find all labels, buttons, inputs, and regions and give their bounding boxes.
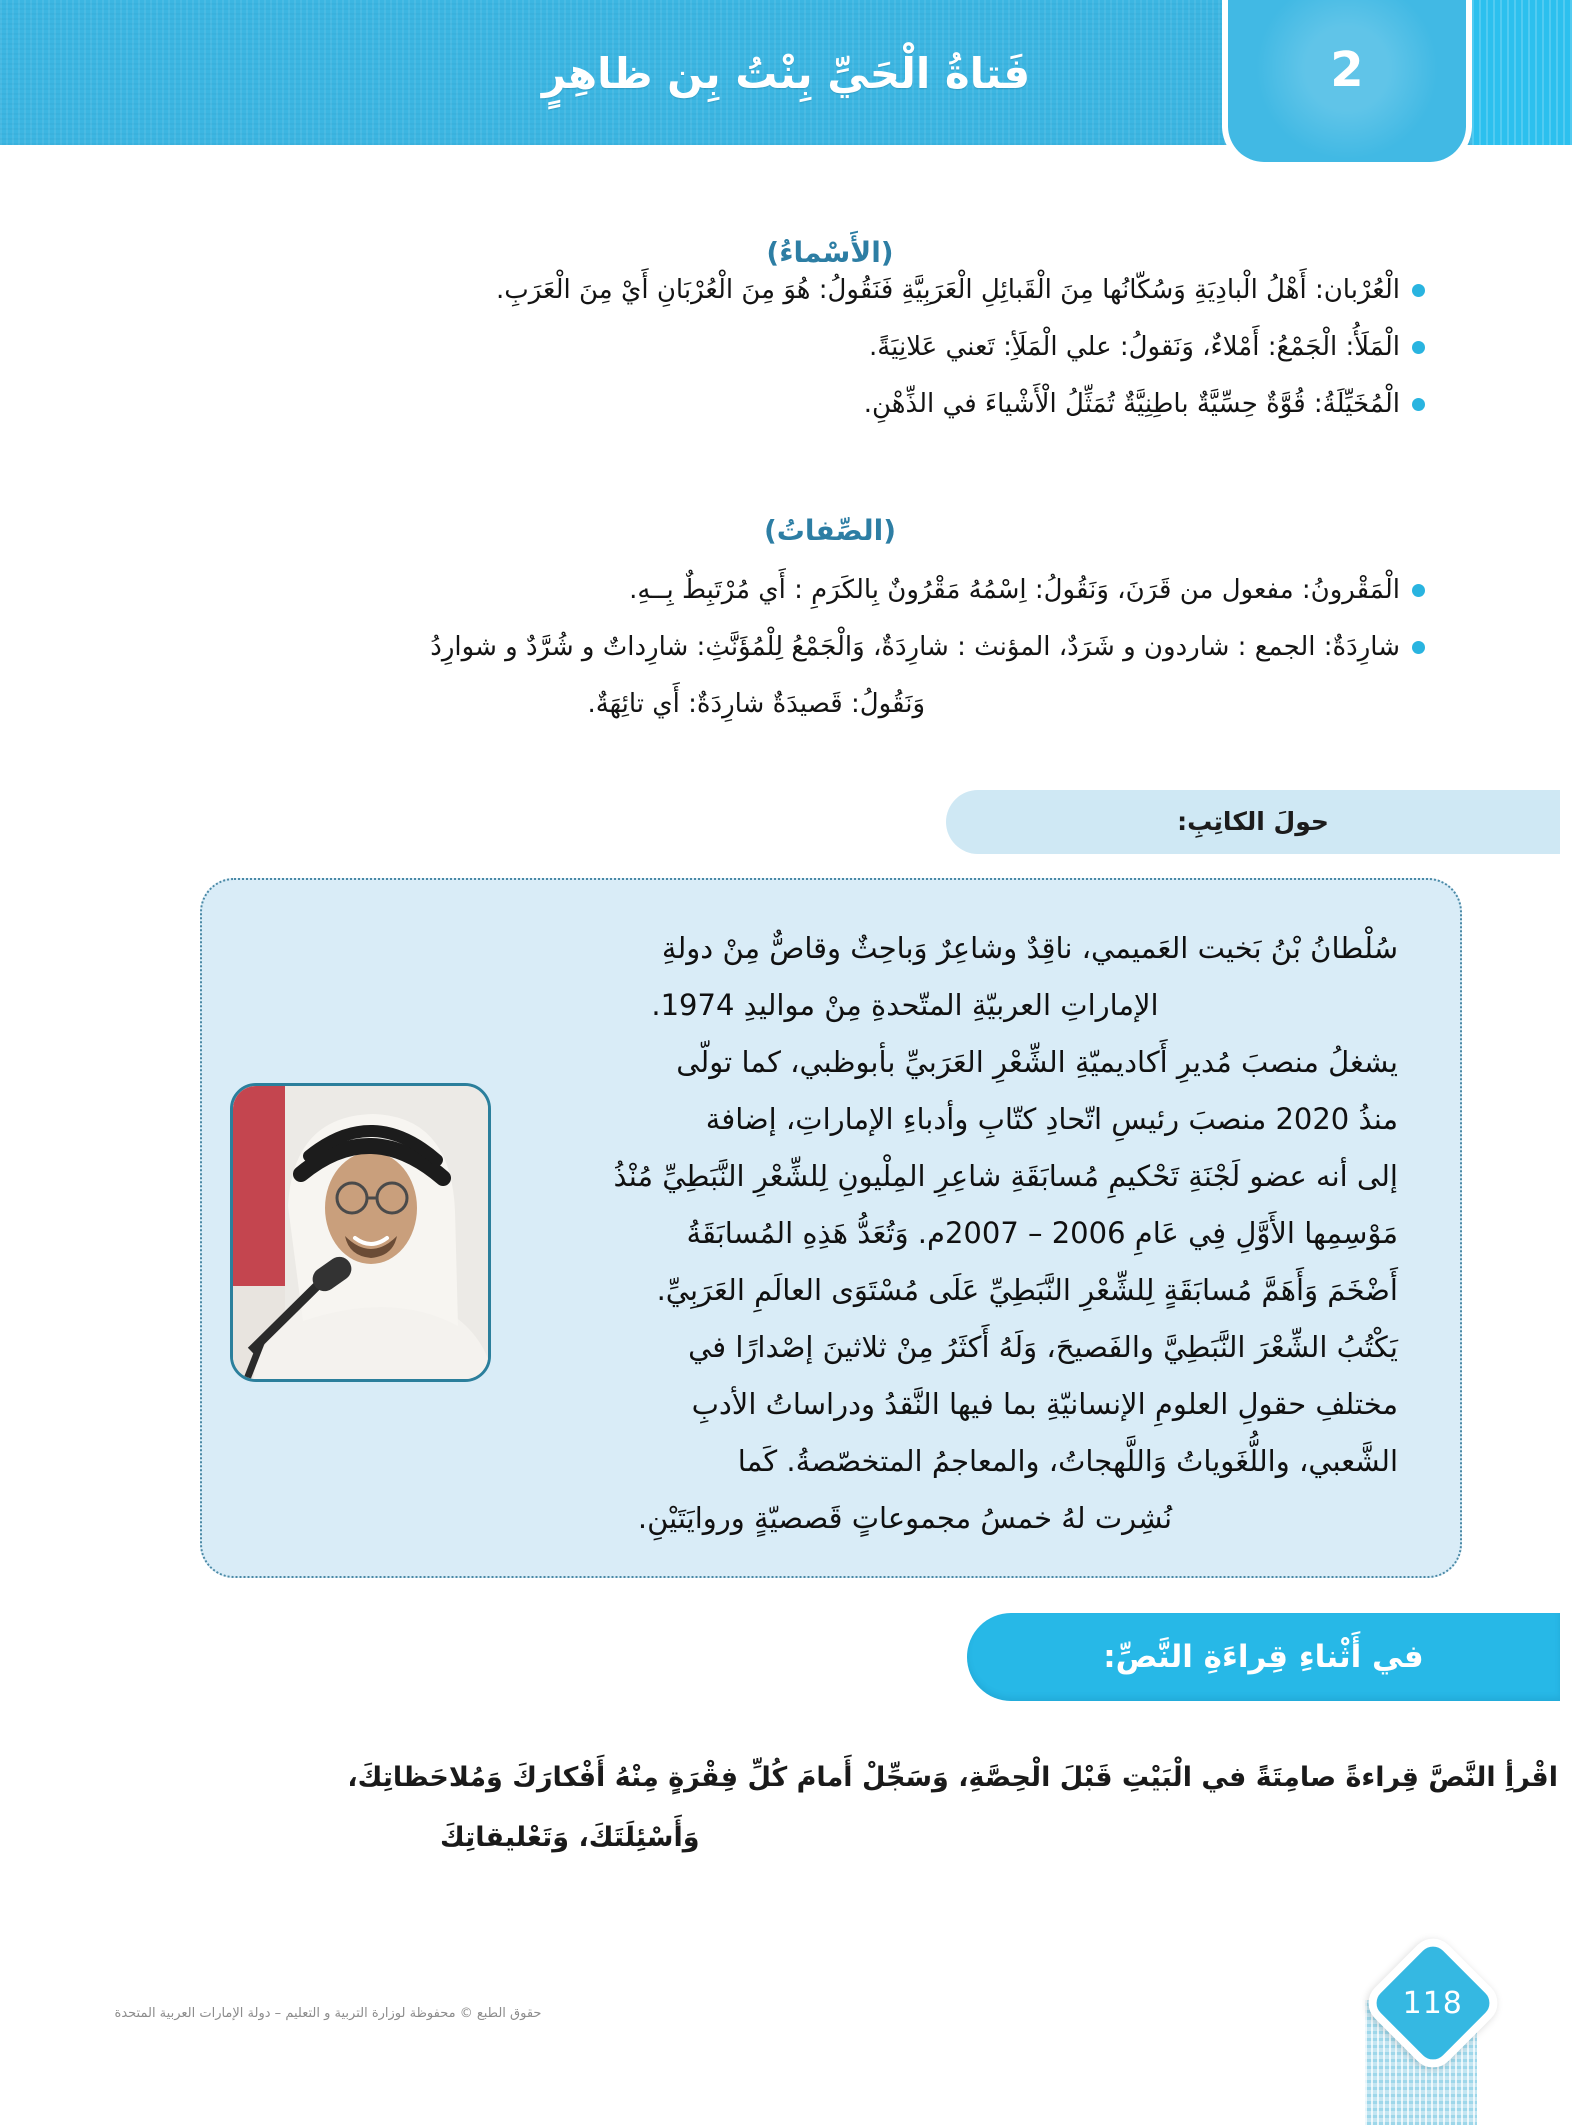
noun-definition: الْعُرْبان: أَهْلُ الْبادِيَةِ وَسُكّانُها مِنَ الْقَبائِلِ الْعَرَبِيَّةِ فَنَقُولُ: هُوَ مِنَ الْعُرْبَانِ أَيْ مِنَ الْعَرَبِ. — [495, 275, 1400, 305]
author-photo — [230, 1083, 491, 1382]
author-bio-line: يشغلُ منصبَ مُديرِ أَكاديميّةِ الشِّعْرِ العَرَبيِّ بأبوظبي، كما تولّى — [676, 1045, 1398, 1079]
author-bio-line: إلى أنه عضو لَجْنَةِ تَحْكيمِ مُسابَقَةِ شاعِرِ المِلْيونِ لِلشِّعْرِ النَّبَطِيِّ مُنْذُ — [613, 1159, 1398, 1193]
author-bio-line: الشَّعبي، واللُّغَوياتُ وَاللَّهجاتُ، والمعاجمُ المتخصّصةُ. كَما — [737, 1444, 1398, 1478]
lesson-number: 2 — [1330, 42, 1364, 98]
list-item — [150, 319, 1425, 376]
bullet-icon — [1412, 641, 1425, 654]
list-item — [150, 562, 1425, 619]
adjective-definition-continuation: وَنَقُولُ: قَصيدَةٌ شارِدَةٌ: أَي تائِهَةٌ. — [587, 689, 925, 719]
author-bio-line: الإماراتِ العربيّةِ المتّحدةِ مِنْ مواليدِ 1974. — [651, 988, 1159, 1022]
page-title: فَتاةُ الْحَيِّ بِنْتُ بِن ظاهِرٍ — [541, 49, 1031, 98]
author-bio-line: نُشِرت لهُ خمسُ مجموعاتٍ قَصصيّةٍ وروايَتَيْنِ. — [637, 1501, 1173, 1535]
noun-definition: الْمَلَأُ: الْجَمْعُ: أَمْلاءٌ، وَنَقولُ: علي الْمَلَأِ: تَعني عَلانِيَةً. — [868, 332, 1400, 362]
nouns-list — [150, 262, 1425, 433]
header-band-texture — [1472, 0, 1572, 145]
instruction-line: وَأَسْئِلَتَكَ، وَتَعْليقاتِكَ — [440, 1822, 700, 1853]
noun-definition: الْمُخَيِّلَةُ: قُوَّةٌ حِسِّيَّةٌ باطِنِيَّةٌ تُمَثِّلُ الْأَشْياءَ في الذِّهْنِ. — [863, 389, 1400, 419]
bullet-icon — [1412, 398, 1425, 411]
author-bio-line: أَضْخَمَ وَأَهَمَّ مُسابَقَةٍ لِلشِّعْرِ النَّبَطِيِّ عَلَى مُسْتَوَى العالَمِ العَرَبِيِّ. — [656, 1273, 1398, 1307]
about-author-label: حولَ الكاتِبِ: — [946, 790, 1560, 854]
adjective-definition: الْمَقْرونُ: مفعول من قَرَنَ، وَنَقُولُ: اِسْمُهُ مَقْرُونٌ بِالكَرَمِ : أَي مُرْتَبِطٌ بِــهِ. — [629, 575, 1400, 605]
instruction-line: اقْرأِ النَّصَّ قِراءةً صامِتَةً في الْبَيْتِ قَبْلَ الْحِصَّةِ، وَسَجِّلْ أَمامَ كُلِّ فِقْرَةٍ مِنْهُ أَفْكارَكَ وَمُلاحَظاتِكَ، — [347, 1762, 1558, 1793]
copyright-notice: حقوق الطبع © محفوظة لوزارة التربية و التعليم – دولة الإمارات العربية المتحدة — [114, 2006, 542, 2021]
bullet-icon — [1412, 584, 1425, 597]
lesson-number-badge — [1222, 0, 1472, 168]
list-item — [150, 619, 1425, 676]
while-reading-banner: في أَثْناءِ قِراءَةِ النَّصِّ: — [967, 1613, 1560, 1701]
adjectives-list — [150, 562, 1425, 733]
bullet-icon — [1412, 341, 1425, 354]
page-number: 118 — [1402, 1985, 1464, 2021]
bullet-icon — [1412, 284, 1425, 297]
author-bio-line: يَكْتُبُ الشِّعْرَ النَّبَطِيَّ والفَصيحَ، وَلَهُ أَكثَرُ مِنْ ثلاثينَ إصْدارًا في — [688, 1330, 1398, 1364]
list-item — [150, 376, 1425, 433]
author-portrait-illustration — [233, 1086, 488, 1379]
author-bio-line: مَوْسِمِها الأَوَّلِ فِي عَامِ 2006 – 2007م. وَتُعَدُّ هَذِهِ المُسابَقَةُ — [686, 1216, 1398, 1250]
author-bio-line: مختلفِ حقولِ العلومِ الإنسانيّةِ بما فيها النَّقدُ ودراساتُ الأدبِ — [691, 1387, 1398, 1421]
adjectives-heading: (الصِّفاتُ) — [763, 514, 897, 547]
author-bio-line: سُلْطانُ بْنُ بَخيت العَميمي، ناقِدٌ وشاعِرٌ وَباحِثٌ وقاصٌّ مِنْ دولةِ — [661, 931, 1398, 965]
nouns-heading: (الأَسْماءُ) — [766, 236, 894, 269]
author-bio-line: منذُ 2020 منصبَ رئيسِ اتّحادِ كتّابِ وأدباءِ الإماراتِ، إضافة — [705, 1102, 1398, 1136]
adjective-definition: شارِدَةٌ: الجمع : شاردون و شَرَدٌ، المؤنث : شارِدَةٌ، وَالْجَمْعُ لِلْمُؤَنَّثِ: شارِداتٌ و شُرَّدٌ و شوارِدُ — [430, 632, 1400, 662]
reading-instructions — [110, 1748, 1558, 1868]
list-item — [150, 262, 1425, 319]
